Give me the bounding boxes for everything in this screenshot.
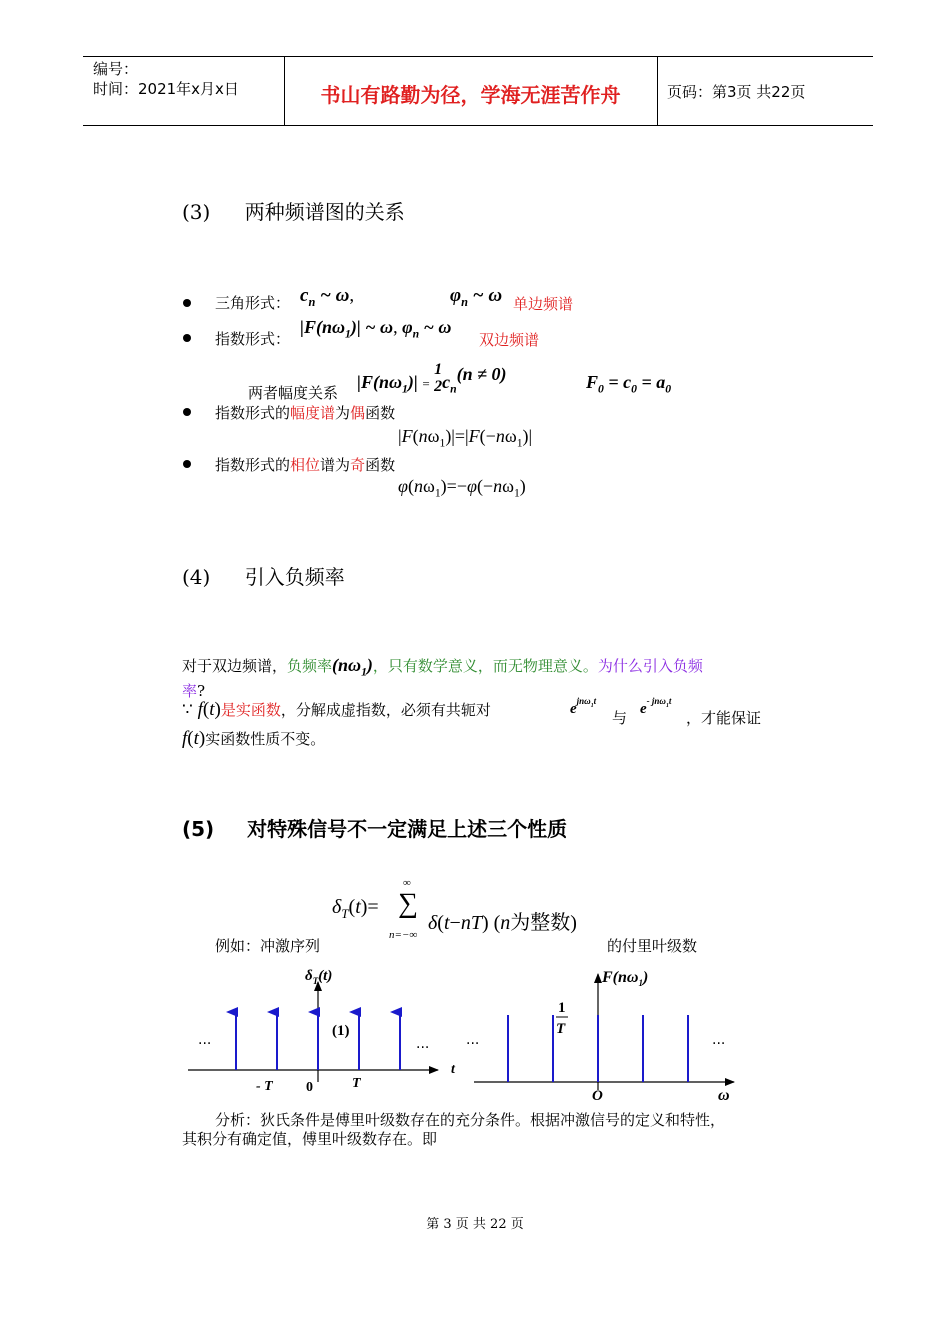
section-heading	[182, 196, 405, 225]
formula-even-symmetry: $|F(n\omega_1)|=|F(-n\omega_1)|$	[398, 426, 533, 450]
amplitude-denominator: T	[556, 1021, 566, 1037]
impulse-train-graph	[180, 960, 470, 1100]
bullet-icon	[183, 460, 191, 468]
text-highlight: 偶	[350, 404, 366, 422]
dots-left: ···	[198, 1036, 212, 1052]
section-number: (4)	[182, 565, 211, 589]
divider	[657, 57, 658, 125]
sum-icon: ∑	[398, 888, 418, 919]
text-highlight: 是实函数	[220, 701, 281, 719]
sum-lower: n=−∞	[389, 929, 418, 941]
example-label: 例如：冲激序列	[215, 937, 321, 955]
x-axis-label: t	[451, 1062, 455, 1077]
paragraph-real-function-cont	[182, 728, 325, 750]
formula-Fn-omega: $|F(n\omega_1)|$ ~ ω, $\varphi_n$ ~ ω	[300, 317, 452, 341]
text: 为	[335, 404, 351, 422]
dots-left: ···	[466, 1036, 480, 1052]
formula-odd-symmetry: $\varphi(n\omega_1)=-\varphi(-n\omega_1)$	[398, 476, 526, 500]
paragraph-real-function	[182, 700, 491, 720]
fourier-spectrum-graph	[460, 960, 750, 1105]
analysis-line-2: 其积分有确定值，傅里叶级数存在。即	[182, 1130, 438, 1148]
bullet-trig-form	[215, 292, 290, 313]
amplitude-numerator: 1	[558, 1000, 566, 1016]
tick-pos-T: T	[352, 1076, 361, 1091]
fourier-label: 的付里叶级数	[607, 937, 698, 955]
bullet-phase-odd	[215, 454, 395, 475]
text: 为整数	[510, 912, 571, 934]
time-label: 时间：2021年x月x日	[93, 80, 239, 98]
formula-amplitude-relation: $|F(n\omega_1)| = 1$ $2c_n(n \ne 0)$	[357, 361, 507, 396]
single-sided-note: 单边频谱	[513, 295, 574, 313]
paragraph-negative-frequency	[182, 656, 792, 701]
impulse-weight: (1)	[332, 1023, 350, 1039]
number-label: 编号：	[93, 60, 139, 78]
because-icon: ∵	[182, 700, 193, 719]
y-axis-label: $F(n\omega_1)$	[602, 969, 649, 988]
guarantee-text: ，才能保证	[686, 709, 762, 727]
text: 函数	[365, 404, 396, 422]
formula-n-omega1: $(n\omega_1)$	[332, 655, 373, 679]
text: ?	[197, 681, 206, 700]
formula-F0: $F_0 = c_0 = a_0$	[586, 372, 672, 396]
sum-upper: ∞	[403, 877, 411, 889]
dots-right: ···	[416, 1040, 430, 1056]
spectral-lines	[508, 1015, 688, 1082]
bullet-exp-label: 指数形式：	[215, 330, 291, 348]
tick-neg-T: - T	[256, 1079, 273, 1094]
section-number: (3)	[182, 200, 211, 224]
text: 实函数性质不变。	[205, 730, 326, 748]
text-highlight: 幅度谱	[290, 404, 336, 422]
formula-exp-neg: $e^{- jn\omega_1t}$	[640, 696, 672, 717]
text-highlight: 相位	[290, 456, 321, 474]
text-highlight: ，只有数学意义，而无物理意义。	[372, 657, 598, 675]
text-highlight: 为什么引入负频	[597, 657, 703, 675]
bullet-amplitude-even	[215, 402, 395, 423]
section-number: (5)	[182, 817, 215, 841]
bullet-icon	[183, 408, 191, 416]
formula-exp-pos: $e^{jn\omega_1t}$	[570, 696, 597, 717]
text: 指数形式的	[215, 404, 291, 422]
page-header	[83, 56, 873, 126]
formula-ft: f	[197, 699, 203, 720]
dots-right: ···	[712, 1036, 726, 1052]
section-title: 两种频谱图的关系	[244, 200, 405, 224]
formula-ft: (t)	[202, 699, 221, 720]
and-text: 与	[612, 709, 628, 727]
text-highlight: 奇	[350, 456, 366, 474]
origin-label: O	[592, 1088, 603, 1104]
section-title: 对特殊信号不一定满足上述三个性质	[247, 817, 568, 841]
tick-zero: 0	[306, 1080, 313, 1095]
amplitude-relation-label: 两者幅度关系	[248, 384, 339, 402]
section-title: 引入负频率	[244, 565, 345, 589]
text: 函数	[365, 456, 396, 474]
header-page-info: 页码：第3页 共22页	[667, 83, 806, 101]
impulses	[236, 1012, 400, 1070]
text-highlight: 率	[182, 681, 198, 700]
bullet-icon	[183, 334, 191, 342]
page-footer: 第 3 页 共 22 页	[426, 1217, 524, 1232]
header-motto: 书山有路勤为径，学海无涯苦作舟	[320, 83, 621, 107]
text: ，分解成虚指数，必须有共轭对	[280, 701, 491, 719]
header-meta	[93, 59, 239, 99]
double-sided-note: 双边频谱	[479, 331, 540, 349]
section-heading	[182, 561, 345, 590]
text: 指数形式的	[215, 456, 291, 474]
formula-ft: f(t)	[182, 728, 206, 749]
formula-impulse-train: $\delta_T(t)=$	[332, 896, 379, 921]
y-axis-label: $\delta_T(t)$	[305, 968, 333, 986]
formula-phin-omega: $\varphi_n$ ~ ω	[450, 285, 503, 309]
formula-cn-omega: $c_n$ ~ ω,	[300, 285, 355, 309]
text-highlight: 负频率	[287, 657, 333, 675]
formula-impulse-body: δ(t−nT) (n为整数)	[428, 912, 577, 934]
text: 对于双边频谱，	[182, 657, 288, 675]
text: 谱为	[320, 456, 351, 474]
analysis-line-1: 分析：狄氏条件是傅里叶级数存在的充分条件。根据冲激信号的定义和特性，	[215, 1111, 726, 1129]
bullet-icon	[183, 299, 191, 307]
x-axis-label: ω	[718, 1087, 730, 1104]
section-heading	[182, 813, 567, 842]
bullet-label: 三角形式：	[215, 294, 291, 312]
